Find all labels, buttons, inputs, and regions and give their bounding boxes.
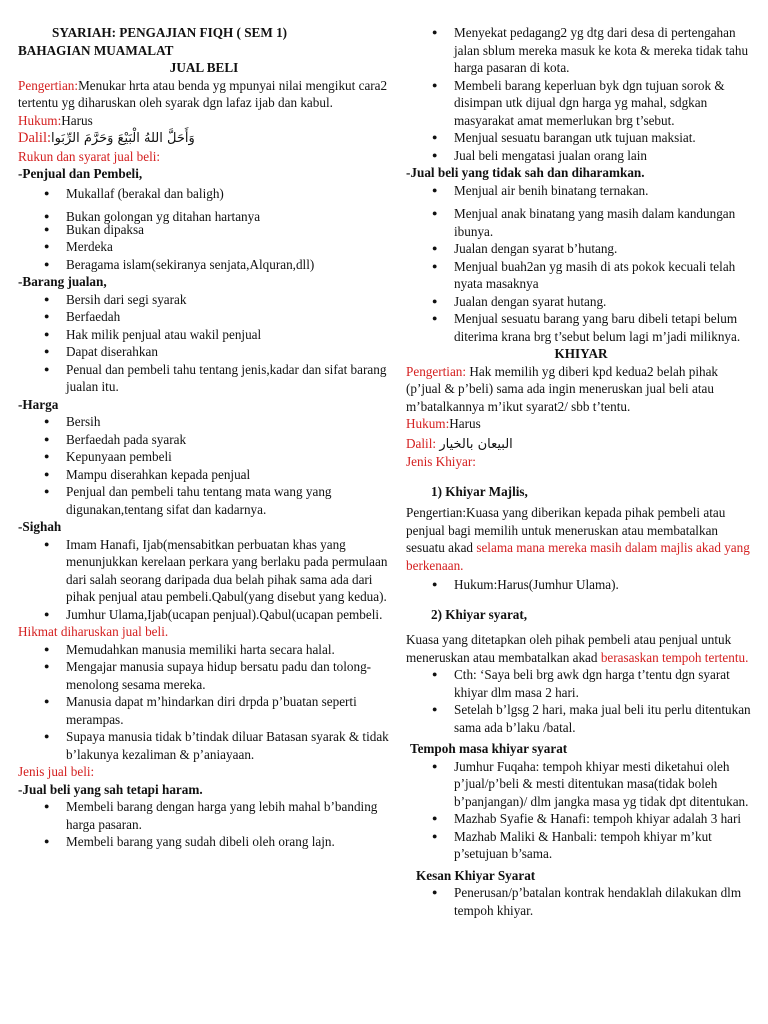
list-item: ● Menjual anak binatang yang masih dalam kandungan ibunya. [406,205,756,240]
majlis-def-text: Pengertian:Kuasa yang diberikan kepada pihak pembeli atau penjual bagi memilih untuk meneruskan atau membatalkan sesuatu akad [406,505,726,555]
hukum-label: Hukum: [18,112,62,128]
dalil-line [18,129,390,148]
list-item: ● Penjual dan pembeli tahu tentang mata wang yang digunakan,tentang sifat dan kadarnya. [18,483,390,518]
jenis-khiyar-label: Jenis Khiyar: [406,454,476,469]
tempoh-list [406,758,756,863]
list-item: ● Beragama islam(sekiranya senjata,Alquran,dll) [18,256,390,274]
list-item: ● Jumhur Ulama,Ijab(ucapan penjual).Qabul(ucapan pembeli. [18,606,390,624]
kesan-heading: Kesan Khiyar Syarat [416,867,536,883]
continued-list [406,24,756,164]
pengertian-label: Pengertian: [18,77,79,93]
jenis-heading: Jenis jual beli: [18,764,95,779]
list-item: ● Membeli barang yang sudah dibeli oleh orang lajn. [18,833,390,851]
list-item: ● Membeli barang dengan harga yang lebih mahal b’banding harga pasaran. [18,798,390,833]
khiyar-majlis-heading: 1) Khiyar Majlis, [431,483,528,499]
list-item: ● Menyekat pedagang2 yg dtg dari desa di pertengahan jalan sblum mereka masuk ke kota & mereka tidak tahu harga pasaran di kota. [406,24,756,77]
khiyar-pengertian-label: Pengertian: [406,363,467,379]
list-item: ● Jual beli mengatasi jualan orang lain [406,147,756,165]
hikmat-heading: Hikmat diharuskan jual beli. [18,624,169,639]
khiyar-dalil-line [406,435,756,454]
majlis-list [406,576,756,594]
list-item: ● Bersih dari segi syarak [18,291,390,309]
syarat-def-text: Kuasa yang ditetapkan oleh pihak pembeli atau penjual untuk meneruskan atau membatalkan akad [406,632,732,665]
list-item: ● Menjual sesuatu barangan utk tujuan maksiat. [406,129,756,147]
khiyar-syarat-definition [406,631,756,666]
khiyar-majlis-definition [406,504,756,574]
penjual-list [18,185,390,274]
list-item: ● Mampu diserahkan kepada penjual [18,466,390,484]
majlis-def-highlight: selama mana mereka masih dalam majlis akad yang berkenaan. [406,540,750,573]
list-item: ● Penerusan/p’batalan kontrak hendaklah dilakukan dlm tempoh khiyar. [406,884,756,919]
hikmat-list [18,641,390,764]
khiyar-dalil-label: Dalil: [406,435,437,451]
khiyar-syarat-heading: 2) Khiyar syarat, [431,606,528,622]
sighah-list [18,536,390,624]
sighah-heading: -Sighah [18,519,62,534]
khiyar-pengertian-text: Hak memilih yg diberi kpd kedua2 belah pihak (p’jual & p’beli) sama ada ingin meneruskan jual beli atau m’batalkannya m’ikut syarat2/ sbb t’tentu. [406,363,719,414]
list-item: ● Penual dan pembeli tahu tentang jenis,kadar dan sifat barang jualan itu. [18,361,390,396]
tidak-sah-list [406,182,756,346]
list-item: ● Supaya manusia tidak b’tindak diluar Batasan syarak & tidak b’lakunya kezaliman & p’aniayaan. [18,728,390,763]
hukum-line [18,112,390,130]
khiyar-dalil-arabic: البيعان بالخيار [439,436,513,452]
khiyar-pengertian [406,363,756,416]
sah-haram-list [18,798,390,851]
list-item: ● Membeli barang keperluan byk dgn tujuan sorok & disimpan utk dijual dgn harga yg mahal, sdgkan masyarakat amat memerlukan brg t’sebut. [406,77,756,130]
penjual-heading: -Penjual dan Pembeli, [18,166,143,181]
rukun-heading: Rukun dan syarat jual beli: [18,148,161,164]
right-column [406,24,756,919]
list-item: ● Mazhab Syafie & Hanafi: tempoh khiyar adalah 3 hari [406,810,756,828]
list-item: ● Kepunyaan pembeli [18,448,390,466]
khiyar-hukum-line [406,415,756,433]
list-item: ● Manusia dapat m’hindarkan diri drpda p’buatan seperti merampas. [18,693,390,728]
list-item: ● Menjual sesuatu barang yang baru dibeli tetapi belum diterima krana brg t’sebut belum lagi m’jadi miliknya. [406,310,756,345]
list-item: ● Mukallaf (berakal dan baligh) [18,185,390,203]
list-item: ● Hukum:Harus(Jumhur Ulama). [406,576,756,594]
kesan-list [406,884,756,919]
list-item: ● Dapat diserahkan [18,343,390,361]
list-item: ● Merdeka [18,238,390,256]
list-item: ● Mengajar manusia supaya hidup bersatu padu dan tolong-menolong sesama mereka. [18,658,390,693]
sah-haram-heading: -Jual beli yang sah tetapi haram. [18,781,203,797]
barang-list [18,291,390,396]
list-item: ● Cth: ‘Saya beli brg awk dgn harga t’tentu dgn syarat khiyar dlm masa 2 hari. [406,666,756,701]
section-heading: BAHAGIAN MUAMALAT [18,42,174,58]
pengertian-text: Menukar hrta atau benda yg mpunyai nilai mengikut cara2 tertentu yg diharuskan oleh syarak dgn lafaz ijab dan kabul. [18,77,388,110]
list-item: ● Menjual buah2an yg masih di ats pokok kecuali telah nyata masaknya [406,258,756,293]
hukum-value: Harus [61,112,93,128]
tidak-sah-heading: -Jual beli yang tidak sah dan diharamkan. [406,165,645,180]
harga-heading: -Harga [18,396,59,412]
list-item: ● Hak milik penjual atau wakil penjual [18,326,390,344]
list-item: ● Setelah b’lgsg 2 hari, maka jual beli itu perlu ditentukan sama ada b’laku /batal. [406,701,756,736]
syarat-list [406,666,756,736]
list-item: ● Jualan dengan syarat b’hutang. [406,240,756,258]
harga-list [18,413,390,518]
list-item: ● Memudahkan manusia memiliki harta secara halal. [18,641,390,659]
syarat-def-highlight: berasaskan tempoh tertentu. [600,649,749,665]
topic-heading: JUAL BELI [169,60,239,75]
list-item: ● Jualan dengan syarat hutang. [406,293,756,311]
list-item: ● Imam Hanafi, Ijab(mensabitkan perbuatan khas yang menunjukkan kerelaan perkara yang berlaku pada permulaan dari salah seorang daripada dua belah pihak sama ada dari pihak penjual atau pembeli.Qabul(yang disebut yang kedua). [18,536,390,606]
list-item: ● Bukan dipaksa [18,221,390,239]
doc-title: SYARIAH: PENGAJIAN FIQH ( SEM 1) [52,25,288,40]
pengertian-paragraph [18,77,390,112]
list-item: ● Jumhur Fuqaha: tempoh khiyar mesti diketahui oleh p’jual/p’beli & mesti ditentukan masa(tidak boleh b’panjangan)/ dlm jangka masa yg tidak dpt ditentukan. [406,758,756,811]
list-item: ● Berfaedah pada syarak [18,431,390,449]
khiyar-title: KHIYAR [554,346,608,361]
dalil-label: Dalil: [18,130,52,146]
tempoh-heading: Tempoh masa khiyar syarat [410,741,568,756]
dalil-arabic: وَأَحَلَّ اللهُ الْبَيْعَ وَحَرَّمَ الرِّبَوا [51,131,195,146]
barang-heading: -Barang jualan, [18,274,107,289]
list-item: ● Menjual air benih binatang ternakan. [406,182,756,200]
list-item: ● Berfaedah [18,308,390,326]
khiyar-hukum-value: Harus [449,416,481,431]
list-item: ● Bukan golongan yg ditahan hartanya [18,208,390,226]
left-column [18,24,390,851]
khiyar-hukum-label: Hukum: [406,416,450,431]
list-item: ● Mazhab Maliki & Hanbali: tempoh khiyar m’kut p’setujuan b’sama. [406,828,756,863]
list-item: ● Bersih [18,413,390,431]
